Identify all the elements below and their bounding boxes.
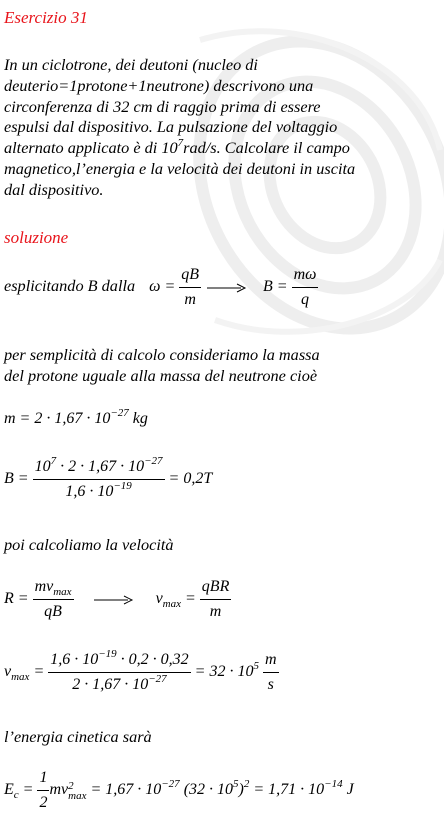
problem-line: espulsi dal dispositivo. La pulsazione del voltaggio <box>4 117 338 137</box>
fraction: $\frac{qB}{m}$ <box>181 266 200 308</box>
problem-line: dal dispositivo. <box>4 179 104 199</box>
fraction: $\frac{10^7 \cdot 2 \cdot 1,67 \cdot 10^{-27}}{1,6 \cdot 10^{-19}}$ <box>34 455 163 500</box>
formula-v: $v_{max}$ = $\frac{1,6 \cdot 10^{-19} \cdot 0,2 \cdot 0,32}{2 \cdot 1,67 \cdot 10^{-27}}$ = $32 \cdot 10^5$ $\frac{m}{s}$ <box>4 648 277 693</box>
velocity-note: poi calcoliamo la velocità <box>4 535 174 554</box>
fraction: $\frac{\text{qBR}}{m}$ <box>201 578 230 620</box>
problem-line: alternato applicato è di $10^7rad/s$. Calcolare il campo <box>4 137 350 158</box>
formula-r: R = $\frac{mv_{max}}{qB}$ $v_{max}$ = $\frac{\text{qBR}}{m}$ <box>4 578 230 620</box>
fraction: $\frac{m\omega}{q}$ <box>293 266 317 308</box>
formula-omega: esplicitando B dalla ω = $\frac{qB}{m}$ B = $\frac{m\omega}{q}$ <box>4 266 317 308</box>
mass-note: per semplicità di calcolo consideriamo la massa del protone uguale alla massa del neutrone cioè <box>4 345 320 385</box>
exercise-title: Esercizio 31 <box>4 8 88 27</box>
formula-energy: $E_c$ = $\frac{1}{2}$ mv 2 max = $1,67 \cdot 10^{-27}$ $(32 \cdot 10^5)^2 = 1,71 \cdot 10^{-14}$ J <box>4 769 354 811</box>
formula-mass: $m = 2 \cdot 1,67 \cdot 10^{-27}$ kg <box>4 407 148 427</box>
fraction: $\frac{1}{2}$ <box>39 769 48 811</box>
energy-note: l’energia cinetica sarà <box>4 727 152 746</box>
problem-line: magnetico,l’energia e la velocità dei deutoni in uscita <box>4 158 356 178</box>
problem-line: circonferenza di 32 cm di raggio prima di essere <box>4 96 321 116</box>
exponent: 7 <box>177 137 184 150</box>
arrow-right-icon <box>205 282 247 294</box>
unit-fraction: $\frac{m}{s}$ <box>264 651 277 693</box>
problem-line: deuterio=1protone+1neutrone) descrivono una <box>4 75 314 95</box>
problem-line: In un ciclotrone, dei deutoni (nucleo di <box>4 55 258 74</box>
solution-label: soluzione <box>4 228 69 247</box>
fraction: $\frac{mv_{max}}{qB}$ <box>34 578 72 620</box>
problem-statement <box>4 55 440 201</box>
arrow-right-icon <box>92 594 134 606</box>
fraction: $\frac{1,6 \cdot 10^{-19} \cdot 0,2 \cdot 0,32}{2 \cdot 1,67 \cdot 10^{-27}}$ <box>50 648 189 693</box>
formula-b: B = $\frac{10^7 \cdot 2 \cdot 1,67 \cdot 10^{-27}}{1,6 \cdot 10^{-19}}$ = 0,2T <box>4 455 213 500</box>
